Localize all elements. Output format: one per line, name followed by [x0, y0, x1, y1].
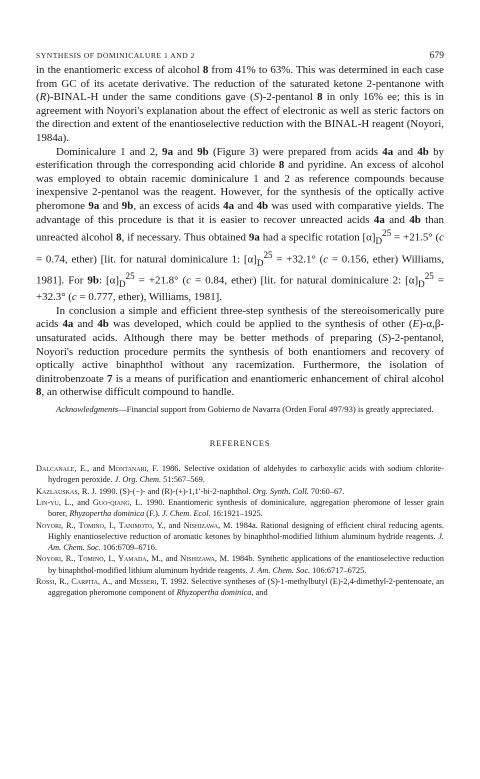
body-paragraph-3: In conclusion a simple and efficient three-step synthesis of the stereoisomerically pure acids 4a and 4b was developed, which could be applied to the synthesis of other (E)-α,β-unsaturated acids. Although there may be better methods of preparing (S)-2-pentanol, Noyori's reduction procedure permits the synthesis of both enantiomers and recovery of optically active binaphthol without any racemization. Furthermore, the isolation of dinitrobenzoate 7 is a means of purification and enantiomeric enhancement of chiral alcohol 8, an otherwise difficult compound to handle.	[36, 304, 444, 399]
acknowledgments	[36, 404, 444, 415]
body-paragraph-2: Dominicalure 1 and 2, 9a and 9b (Figure 3) were prepared from acids 4a and 4b by esterification through the corresponding acid chloride 8 and pyridine. An excess of alcohol was employed to obtain racemic dominicalure 1 and 2 as reference compounds because inexpensive 2-pentanol was the reagent. However, for the synthesis of the optically active pheromone 9a and 9b, an excess of acids 4a and 4b was used with comparative yields. The advantage of this procedure is that it is easier to recover unreacted acids 4a and 4b than unreacted alcohol 8, if necessary. Thus obtained 9a had a specific rotation $[\alpha]_D^{25} = +21.5^\circ$ (c = 0.74, ether) [lit. for natural dominicalure 1: $[\alpha]_D^{25} = +32.1^\circ$ (c = 0.156, ether) Williams, 1981]. For 9b: $[\alpha]_D^{25} = +21.8^\circ$ (c = 0.84, ether) [lit. for natural dominicalure 2: $[\alpha]_D^{25} = +32.3^\circ$ (c = 0.777, ether), Williams, 1981].	[36, 145, 445, 304]
references-heading: REFERENCES	[209, 439, 271, 449]
body-paragraph-1: in the enantiomeric excess of alcohol 8 from 41% to 63%. This was determined in each case from GC of its acetate derivative. The reduction of the saturated ketone 2-pentanone with (R)-BINAL-H under the same conditions gave (S)-2-pentanol 8 in only 16% ee; this is in agreement with Noyori's explanation about the effect of electronic as well as steric factors on the direction and extent of the enantioselective reduction with the BINAL-H reagent (Noyori, 1984a).	[36, 64, 444, 144]
page-number: 679	[429, 50, 444, 61]
reference-item: Dalcanale, E., and Montanari, F. 1986. Selective oxidation of aldehydes to carboxylic acids with sodium chlorite-hydrogen peroxide. J. Org. Chem. 51:567–569.	[36, 464, 445, 485]
running-head	[36, 50, 444, 61]
reference-item: Noyori, R., Tomino, I., Yamada, M., and Nishizawa, M. 1984b. Synthetic applications of the enantioselective reduction by binaphthol-modified lithium aluminum hydride reagents. J. Am. Chem. Soc. 106:6717–6725.	[36, 554, 444, 575]
reference-item: Rossi, R., Carpita, A., and Messeri, T. 1992. Selective syntheses of (S)-1-methylbutyl (E)-2,4-dimethyl-2-pentenoate, an aggregation pheromone component of Rhyzopertha dominica, and	[36, 577, 445, 598]
article-body	[36, 64, 444, 599]
reference-item: Kazlauskas, R. J. 1990. (S)-(−)- and (R)-(+)-1,1′-bi-2-naphthol. Org. Synth. Coll. 70:60–67.	[36, 486, 345, 496]
reference-item: Noyori, R., Tomino, I., Tanimoto, Y., and Nishizawa, M. 1984a. Rational designing of efficient chiral reducing agents. Highly enantioselective reduction of aromatic ketones by binaphthol-modified lithium aluminum hydride reagents. J. Am. Chem. Soc. 106:6709–6716.	[36, 520, 444, 553]
running-head-title: SYNTHESIS OF DOMINICALURE 1 AND 2	[36, 51, 195, 60]
acknowledgments-lead: Acknowledgments	[56, 404, 119, 415]
reference-item: Lin-yu, L., and Guo-qiang, L. 1990. Enantiomeric synthesis of dominicalure, aggregation pheromone of lesser grain borer, Rhyzopertha dominica (F.). J. Chem. Ecol. 16:1921–1925.	[36, 497, 444, 519]
acknowledgments-text: —Financial support from Gobierno de Navarra (Orden Foral 497/93) is greatly appreciated.	[118, 404, 434, 415]
reference-list	[36, 463, 444, 599]
